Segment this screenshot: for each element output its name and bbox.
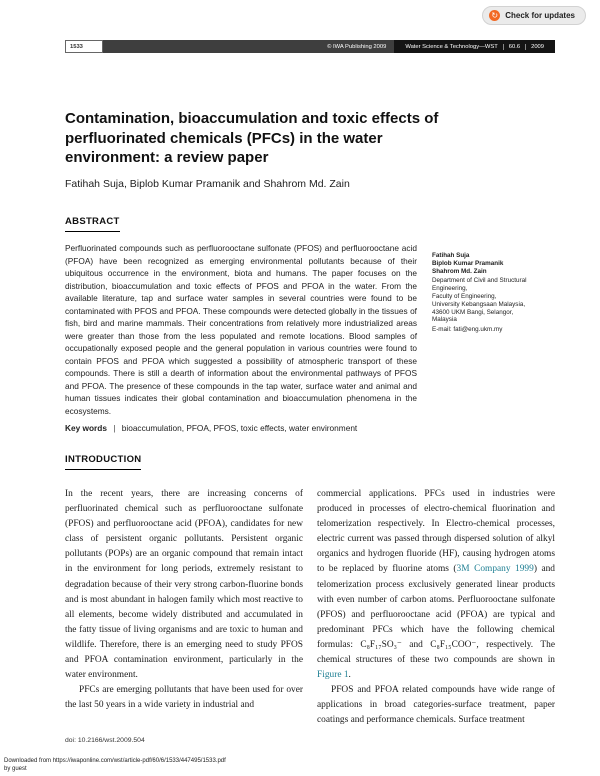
doi-text: doi: 10.2166/wst.2009.504 bbox=[65, 737, 145, 744]
abstract-text: Perfluorinated compounds such as perfluorooctane sulfonate (PFOS) and perfluorooctane acid (PFOA) have been recognized as emerging environmental pollutants because of their ubiquitous occurrence in the environment, biota and humans. The paper focuses on the distribution, bioaccumulation and toxic effects of PFOS and PFOA in the water. From the available literature, tap and surface water samples in several countries were found to be contaminated with PFOS and PFOA. These compounds were detected globally in the tissues of fish, bird and marine mammals. Their concentrations from relatively more industrialized areas were greater than those from the less populated and remote locations. Blood samples of occupationally exposed people and the general population in various countries were found to contain PFOS and PFOA which suggested a possibility of atmospheric transport of these compounds. There is still a dearth of information about the environmental pathways of PFOS and PFOA. The presence of these compounds in the tap water, surface water and animal and human tissues indicates their global contamination and bioaccumulation phenomena in the ecosystems. bbox=[65, 243, 417, 416]
publisher-text: © IWA Publishing 2009 bbox=[327, 43, 387, 50]
download-url-line: Downloaded from https://iwaponline.com/wst/article-pdf/60/6/1533/447495/1533.pdf bbox=[4, 758, 226, 764]
paragraph-text: . bbox=[348, 670, 351, 681]
journal-header-bar bbox=[65, 40, 555, 53]
affiliation-line: Faculty of Engineering, bbox=[432, 292, 497, 300]
affiliation-line: 43600 UKM Bangi, Selangor, bbox=[432, 308, 514, 316]
keywords-separator: | bbox=[113, 423, 116, 433]
keywords-list: bioaccumulation, PFOA, PFOS, toxic effects, water environment bbox=[121, 423, 358, 433]
intro-paragraph-3 bbox=[317, 487, 555, 683]
download-stamp bbox=[4, 758, 226, 773]
affiliation-line: Malaysia bbox=[432, 316, 457, 324]
affiliation-line: Department of Civil and Structural Engineering, bbox=[432, 277, 527, 293]
author-name: Shahrom Md. Zain bbox=[432, 267, 487, 275]
journal-title: Water Science & Technology—WST bbox=[405, 43, 498, 50]
intro-left-column bbox=[65, 487, 303, 713]
keywords-line bbox=[65, 423, 357, 433]
affiliation-line: University Kebangsaan Malaysia, bbox=[432, 300, 526, 308]
article-title: Contamination, bioaccumulation and toxic effects of perfluorinated chemicals (PFCs) in the water environment: a review paper bbox=[65, 110, 439, 166]
authors-line: Fatihah Suja, Biplob Kumar Pramanik and Shahrom Md. Zain bbox=[65, 178, 350, 190]
intro-right-column bbox=[317, 487, 555, 729]
intro-paragraph-4: PFOS and PFOA related compounds have wide range of applications in broad categories-surface treatment, paper coatings and performance chemicals. Surface treatment bbox=[317, 685, 555, 726]
keywords-label: Key words bbox=[65, 423, 107, 433]
author-email: E-mail: fati@eng.ukm.my bbox=[432, 326, 503, 334]
paragraph-text: ) and telomerization process exclusively generated linear products with even number of carbon atoms. Perfluorooctane sulfonate (PFOS) and perfluorooctane acid (PFOA) are typical and predominant PFCs which have the following chemical formulas: C₈F₁₇SO₃⁻ and C₈F₁₅COO⁻, respectively. The chemical structures of these two compounds are shown in bbox=[317, 564, 555, 666]
journal-year: 2009 bbox=[525, 44, 549, 50]
intro-paragraph-1: In the recent years, there are increasing concerns of perfluorinated chemical such as perfluorooctane sulfonate (PFOS) and perfluorooctane acid (PFOA), candidates for new class of persistent organic pollutants. Persistent organic pollutants (POPs) are an organic compound that remain intact in the environment for long periods, extremely resistant to degradation because of their very strong carbon-fluorine bonds and is most abundant in halogen family which most reactive to all elements, become widely distributed and accumulated in the fatty tissue of living organisms and are toxic to human and wildlife. Therefore, there is an emerging need to study PFOS and PFOA contamination environment, particularly in the water environment. bbox=[65, 489, 303, 681]
journal-info-bar bbox=[394, 40, 555, 53]
author-name: Biplob Kumar Pramanik bbox=[432, 259, 504, 267]
check-for-updates-button[interactable] bbox=[482, 6, 586, 25]
citation-link-3m-company[interactable]: 3M Company 1999 bbox=[456, 564, 534, 575]
journal-volume: 60.6 bbox=[503, 44, 525, 50]
paragraph-text: commercial applications. PFCs used in industries were produced in processes of electro-chemical fluorination and telomerization respectively. In Electro-chemical processes, electric current was passed through dispersed solution of alkyl organics and hydrogen fluoride (HF), causing hydrogen atoms to be replaced by fluorine atoms ( bbox=[317, 489, 555, 575]
check-for-updates-label: Check for updates bbox=[505, 11, 575, 20]
publisher-bar bbox=[103, 40, 394, 53]
page-number-box: 1533 bbox=[65, 40, 103, 53]
crossmark-update-icon: ↻ bbox=[489, 10, 500, 21]
author-name: Fatihah Suja bbox=[432, 252, 470, 259]
abstract-heading: ABSTRACT bbox=[65, 216, 120, 232]
download-user-line: by guest bbox=[4, 765, 27, 772]
author-affiliations-block bbox=[432, 252, 558, 334]
intro-paragraph-2: PFCs are emerging pollutants that have been used for over the last 50 years in a wide variety in industrial and bbox=[65, 685, 303, 711]
figure-1-link[interactable]: Figure 1 bbox=[317, 670, 349, 681]
introduction-heading: INTRODUCTION bbox=[65, 454, 141, 470]
